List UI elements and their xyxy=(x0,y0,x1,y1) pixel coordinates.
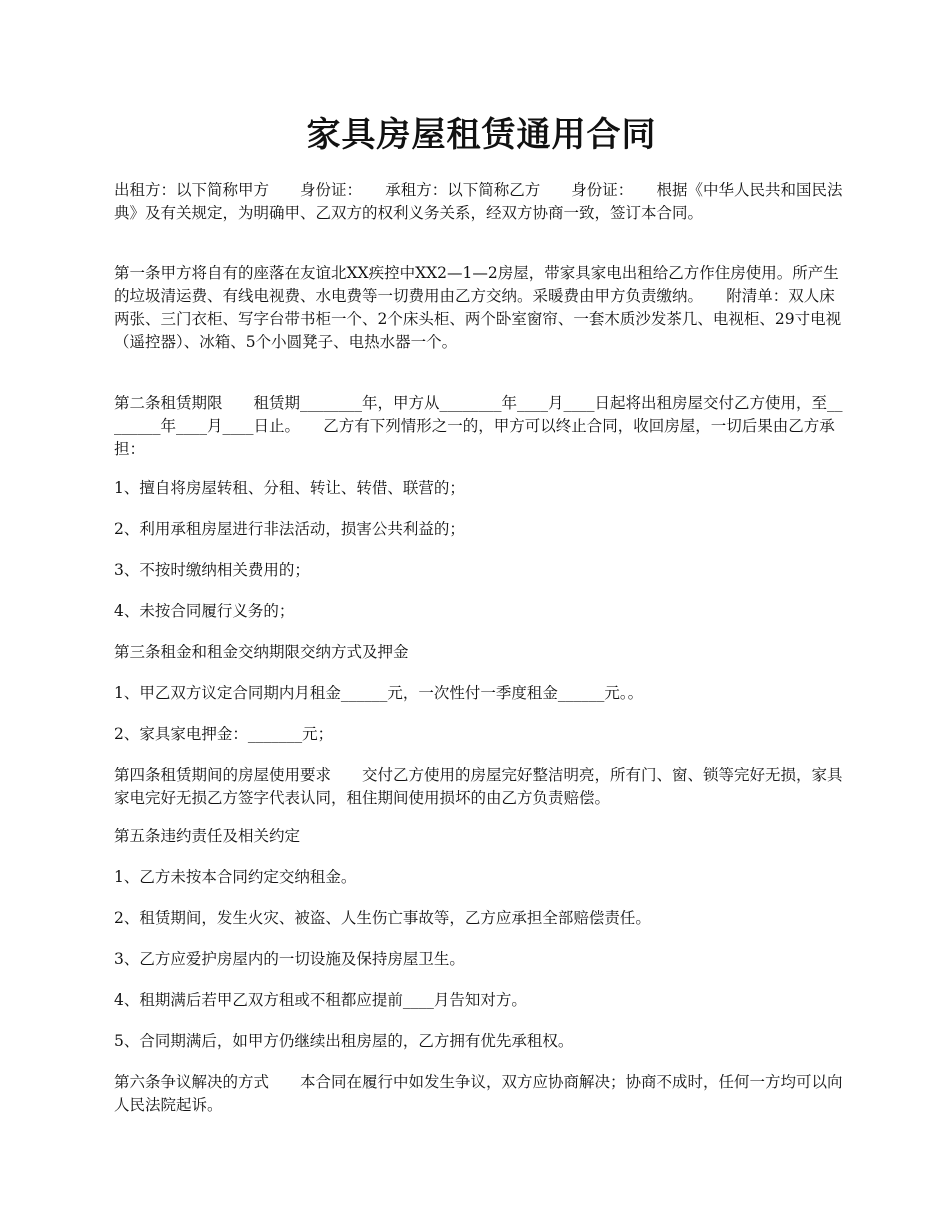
article-2-paragraph: 第二条租赁期限 租赁期________年，甲方从________年____月____日起将出租房屋交付乙方使用，至________年____月____日止。 乙方有下列情形之一的，甲方可以终止合同，收回房屋，一切后果由乙方承担： xyxy=(114,394,843,458)
article-3-heading: 第三条租金和租金交纳期限交纳方式及押金 xyxy=(114,643,409,661)
article-6-paragraph: 第六条争议解决的方式 本合同在履行中如发生争议，双方应协商解决；协商不成时，任何一方均可以向人民法院起诉。 xyxy=(114,1073,843,1114)
article-5-item-2: 2、租赁期间，发生火灾、被盗、人生伤亡事故等，乙方应承担全部赔偿责任。 xyxy=(114,909,651,927)
article-1-paragraph: 第一条甲方将自有的座落在友谊北XX疾控中XX2—1—2房屋，带家具家电出租给乙方作住房使用。所产生的垃圾清运费、有线电视费、水电费等一切费用由乙方交纳。采暖费由甲方负责缴纳。 附清单：双人床两张、三门衣柜、写字台带书柜一个、2个床头柜、两个卧室窗帘、一套木质沙发茶几、电视柜、29寸电视（遥控器）、冰箱、5个小圆凳子、电热水器一个。 xyxy=(114,264,842,351)
article-3-item-1: 1、甲乙双方议定合同期内月租金______元，一次性付一季度租金______元。。 xyxy=(114,684,644,702)
document-title: 家具房屋租赁通用合同 xyxy=(306,115,657,155)
article-5-item-4: 4、租期满后若甲乙双方租或不租都应提前____月告知对方。 xyxy=(114,991,527,1009)
article-5-item-1: 1、乙方未按本合同约定交纳租金。 xyxy=(114,868,357,886)
article-5-item-5: 5、合同期满后，如甲方仍继续出租房屋的，乙方拥有优先承租权。 xyxy=(114,1032,574,1050)
article-4-paragraph: 第四条租赁期间的房屋使用要求 交付乙方使用的房屋完好整洁明亮，所有门、窗、锁等完好无损，家具家电完好无损乙方签字代表认同，租住期间使用损坏的由乙方负责赔偿。 xyxy=(114,766,843,807)
article-2-item-2: 2、利用承租房屋进行非法活动，损害公共利益的； xyxy=(114,520,465,538)
article-2-item-4: 4、未按合同履行义务的； xyxy=(114,602,295,620)
article-5-heading: 第五条违约责任及相关约定 xyxy=(114,827,301,845)
article-2-item-3: 3、不按时缴纳相关费用的； xyxy=(114,561,310,579)
article-2-item-1: 1、擅自将房屋转租、分租、转让、转借、联营的； xyxy=(114,479,465,497)
article-5-item-3: 3、乙方应爱护房屋内的一切设施及保持房屋卫生。 xyxy=(114,950,465,968)
article-3-item-2: 2、家具家电押金：_______元； xyxy=(114,725,334,743)
preamble-paragraph: 出租方：以下简称甲方 身份证： 承租方：以下简称乙方 身份证： 根据《中华人民共和国民法典》及有关规定，为明确甲、乙双方的权利义务关系，经双方协商一致，签订本合同。 xyxy=(114,181,843,222)
